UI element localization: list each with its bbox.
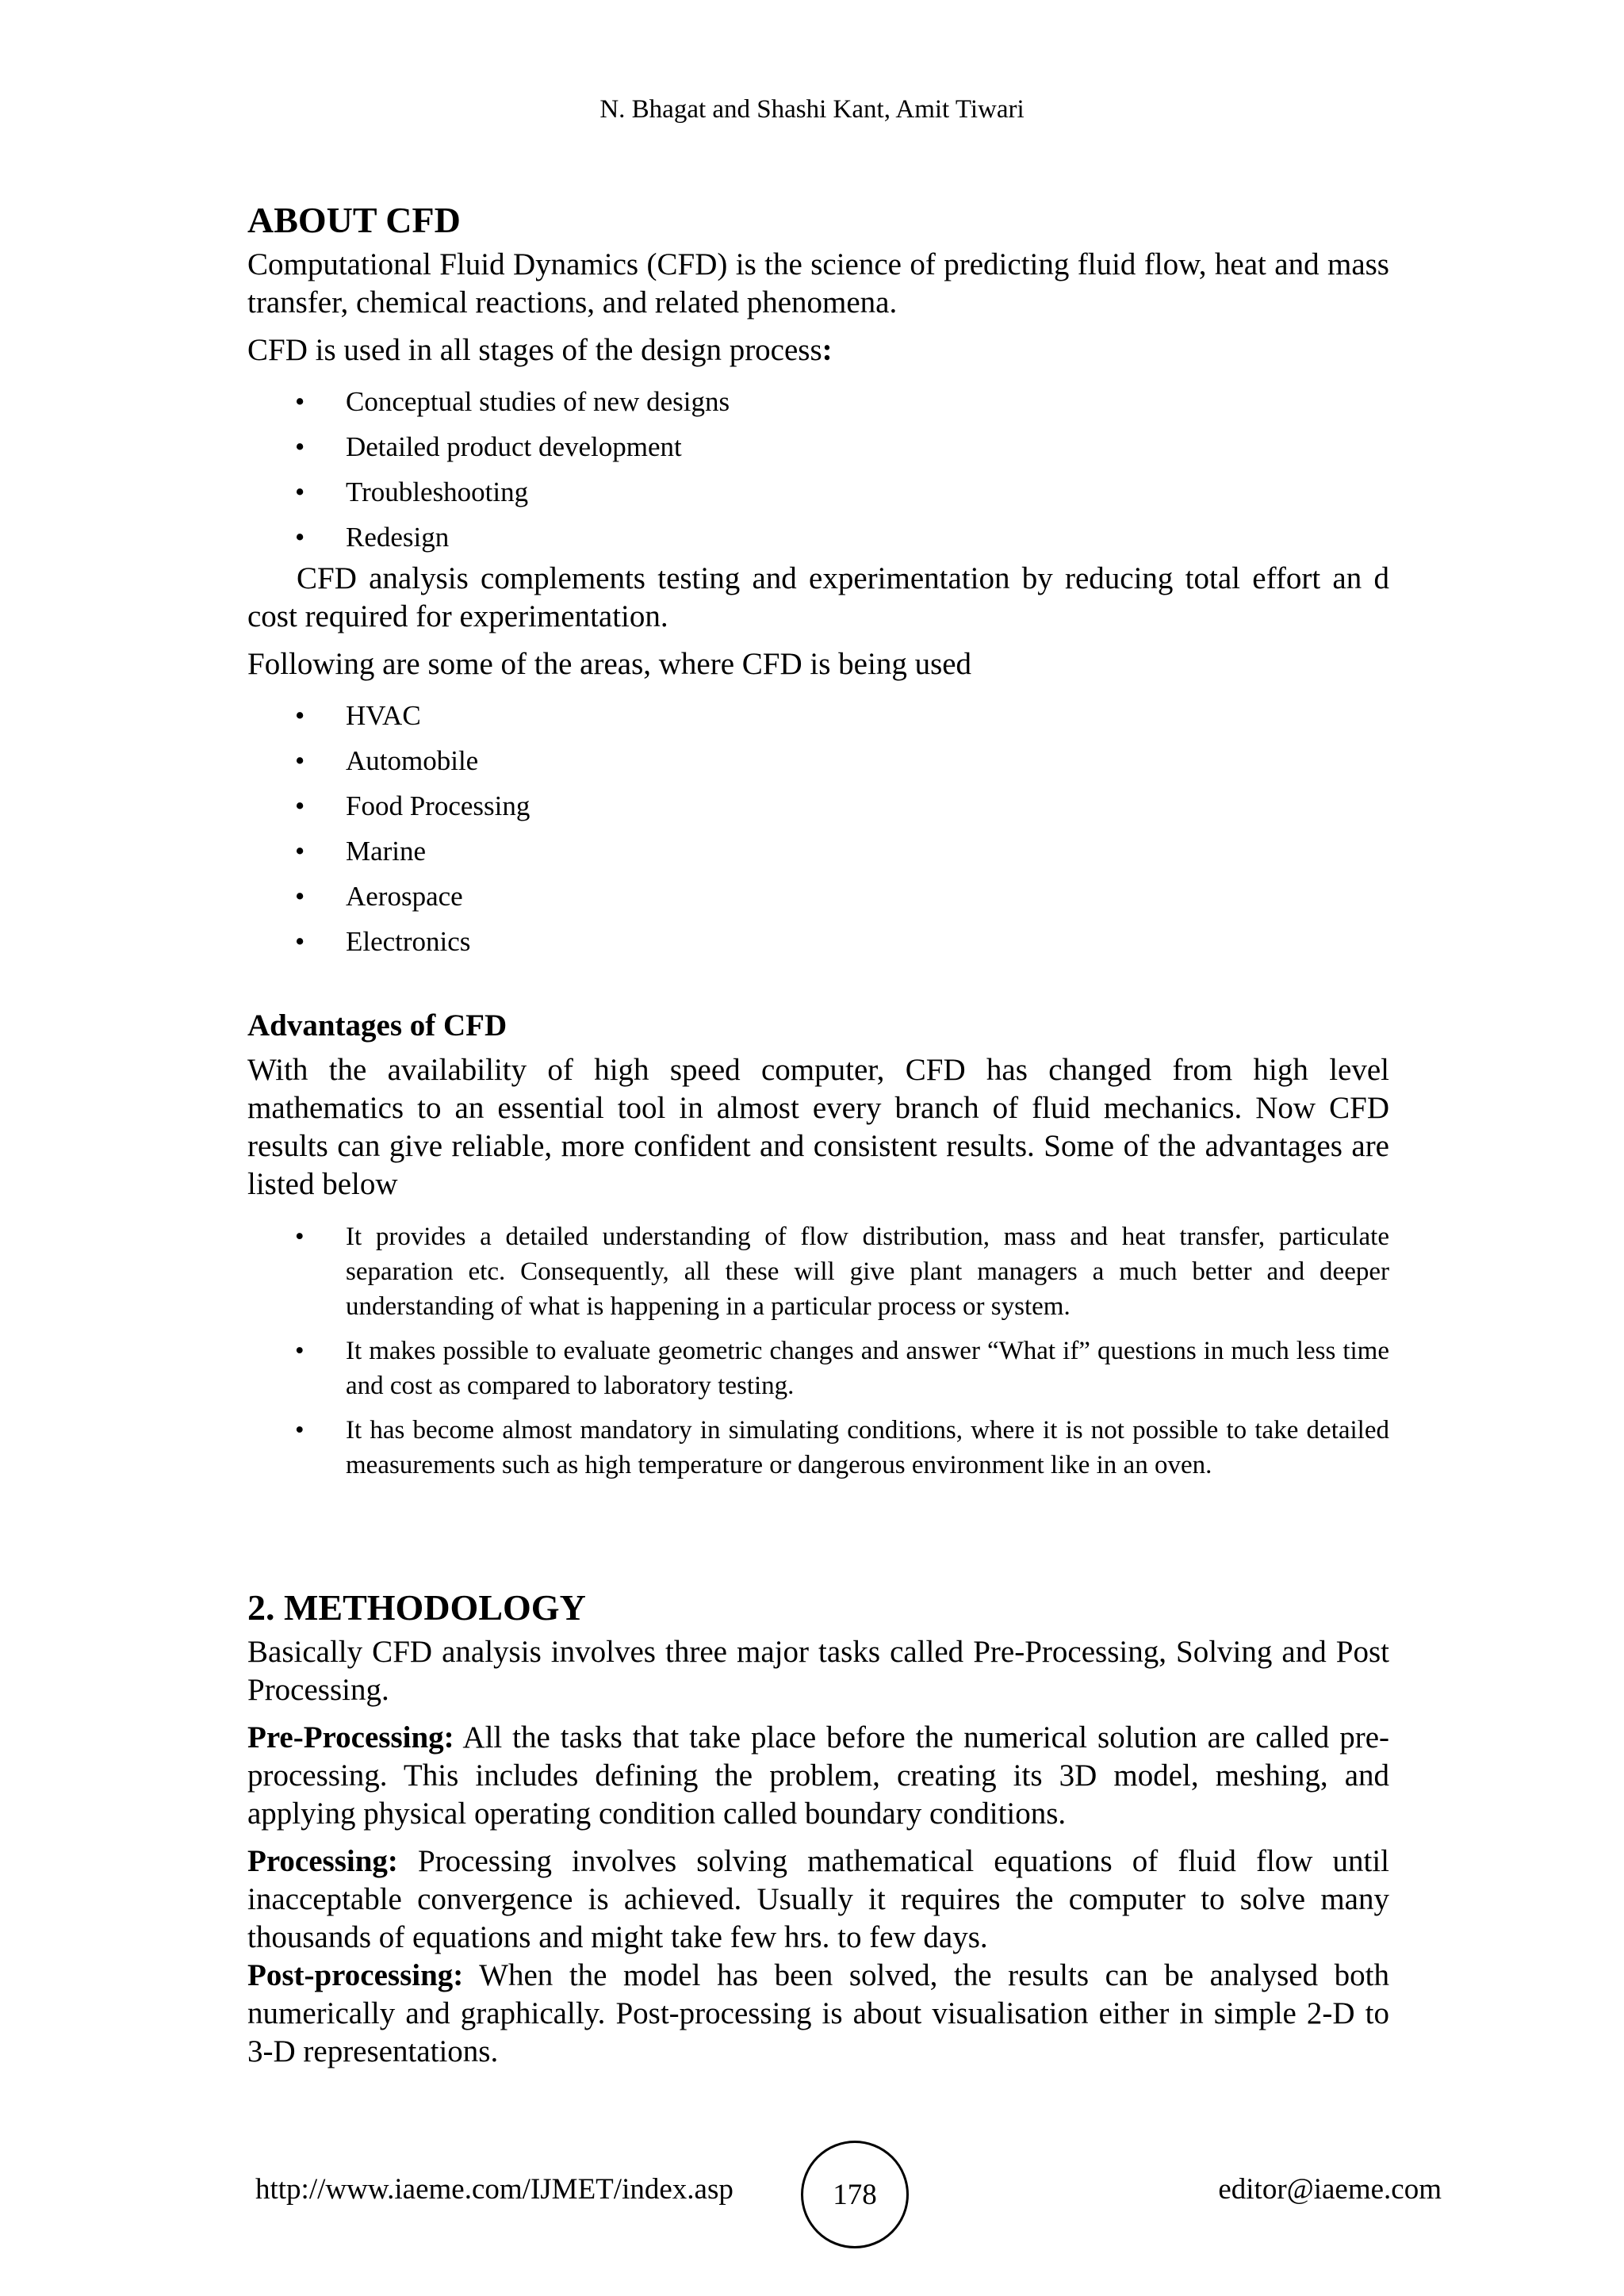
bullet-icon: • [295, 1416, 304, 1445]
list-item [247, 738, 1389, 783]
list-item [247, 1334, 1389, 1403]
stage-item-text: Redesign [346, 522, 450, 553]
about-paragraph-2-text: CFD is used in all stages of the design process [247, 333, 822, 367]
footer-url-link[interactable]: http://www.iaeme.com/IJMET/index.asp [255, 2173, 733, 2206]
methodology-section [247, 1586, 1389, 2071]
running-head: N. Bhagat and Shashi Kant, Amit Tiwari [599, 95, 1025, 124]
processing-paragraph [247, 1843, 1389, 1957]
bullet-icon: • [295, 431, 305, 462]
list-item [247, 379, 1389, 424]
page-number: 178 [801, 2141, 909, 2248]
bullet-icon: • [295, 386, 305, 417]
list-item [247, 874, 1389, 919]
bullet-icon: • [295, 836, 305, 867]
advantages-list [247, 1219, 1389, 1483]
stages-list [247, 379, 1389, 560]
list-item [247, 424, 1389, 469]
area-item-text: Aerospace [346, 881, 463, 912]
list-item [247, 1413, 1389, 1483]
area-item-text: Marine [346, 836, 427, 867]
list-item [247, 515, 1389, 560]
about-paragraph-3: CFD analysis complements testing and experimentation by reducing total effort an d cost required for experimentation. [247, 561, 1389, 633]
area-item-text: Electronics [346, 926, 471, 957]
list-item [247, 469, 1389, 515]
advantages-intro: With the availability of high speed computer, CFD has changed from high level mathematics to an essential tool in almost every branch of fluid mechanics. Now CFD results can give reliable, more confident and consistent results. Some of the advantages are listed below [247, 1053, 1389, 1201]
bullet-icon: • [295, 881, 305, 912]
list-item [247, 1219, 1389, 1324]
areas-list [247, 693, 1389, 964]
bullet-icon: • [295, 1223, 304, 1251]
pre-processing-label: Pre-Processing: [247, 1720, 454, 1755]
methodology-heading: 2. METHODOLOGY [247, 1587, 586, 1628]
area-item-text: Food Processing [346, 790, 530, 821]
advantages-heading: Advantages of CFD [247, 1008, 508, 1043]
pre-processing-text: All the tasks that take place before the numerical solution are called pre-processing. This includes defining the problem, creating its 3D model, meshing, and applying physical operating condition called boundary conditions. [247, 1720, 1389, 1831]
post-processing-paragraph [247, 1957, 1389, 2071]
bullet-icon: • [295, 700, 305, 731]
about-paragraph-2 [247, 331, 1389, 369]
list-item [247, 693, 1389, 738]
list-item [247, 783, 1389, 828]
advantage-item-text: It has become almost mandatory in simulating conditions, where it is not possible to take detailed measurements such as high temperature or dangerous environment like in an oven. [346, 1416, 1389, 1479]
about-heading: ABOUT CFD [247, 200, 461, 240]
bullet-icon: • [295, 476, 305, 507]
about-paragraph-2-colon: : [822, 333, 833, 367]
stage-item-text: Troubleshooting [346, 476, 529, 507]
advantages-section [247, 1007, 1389, 1492]
bullet-icon: • [295, 1337, 304, 1365]
processing-label: Processing: [247, 1844, 398, 1878]
post-processing-label: Post-processing: [247, 1958, 464, 1992]
area-item-text: HVAC [346, 700, 421, 731]
stage-item-text: Conceptual studies of new designs [346, 386, 730, 417]
list-item [247, 828, 1389, 874]
about-section [247, 198, 1389, 964]
list-item [247, 919, 1389, 964]
bullet-icon: • [295, 745, 305, 776]
bullet-icon: • [295, 926, 305, 957]
footer-email-link[interactable]: editor@iaeme.com [1218, 2173, 1442, 2206]
pre-processing-paragraph [247, 1719, 1389, 1833]
about-paragraph-1: Computational Fluid Dynamics (CFD) is the science of predicting fluid flow, heat and mass transfer, chemical reactions, and related phenomena. [247, 247, 1389, 320]
bullet-icon: • [295, 790, 305, 821]
processing-text: Processing involves solving mathematical equations of fluid flow until inacceptable convergence is achieved. Usually it requires the computer to solve many thousands of equations and might take few hrs. to few days. [247, 1844, 1389, 1954]
advantage-item-text: It makes possible to evaluate geometric changes and answer “What if” questions in much less time and cost as compared to laboratory testing. [346, 1337, 1389, 1400]
about-paragraph-4: Following are some of the areas, where CFD is being used [247, 647, 972, 681]
methodology-intro: Basically CFD analysis involves three major tasks called Pre-Processing, Solving and Post Processing. [247, 1635, 1389, 1707]
post-processing-text: When the model has been solved, the results can be analysed both numerically and graphically. Post-processing is about visualisation either in simple 2-D to 3-D representations. [247, 1958, 1389, 2068]
stage-item-text: Detailed product development [346, 431, 682, 462]
area-item-text: Automobile [346, 745, 479, 776]
bullet-icon: • [295, 522, 305, 553]
advantage-item-text: It provides a detailed understanding of flow distribution, mass and heat transfer, particulate separation etc. Consequently, all these will give plant managers a much better and deeper understanding of what is happening in a particular process or system. [346, 1223, 1389, 1321]
